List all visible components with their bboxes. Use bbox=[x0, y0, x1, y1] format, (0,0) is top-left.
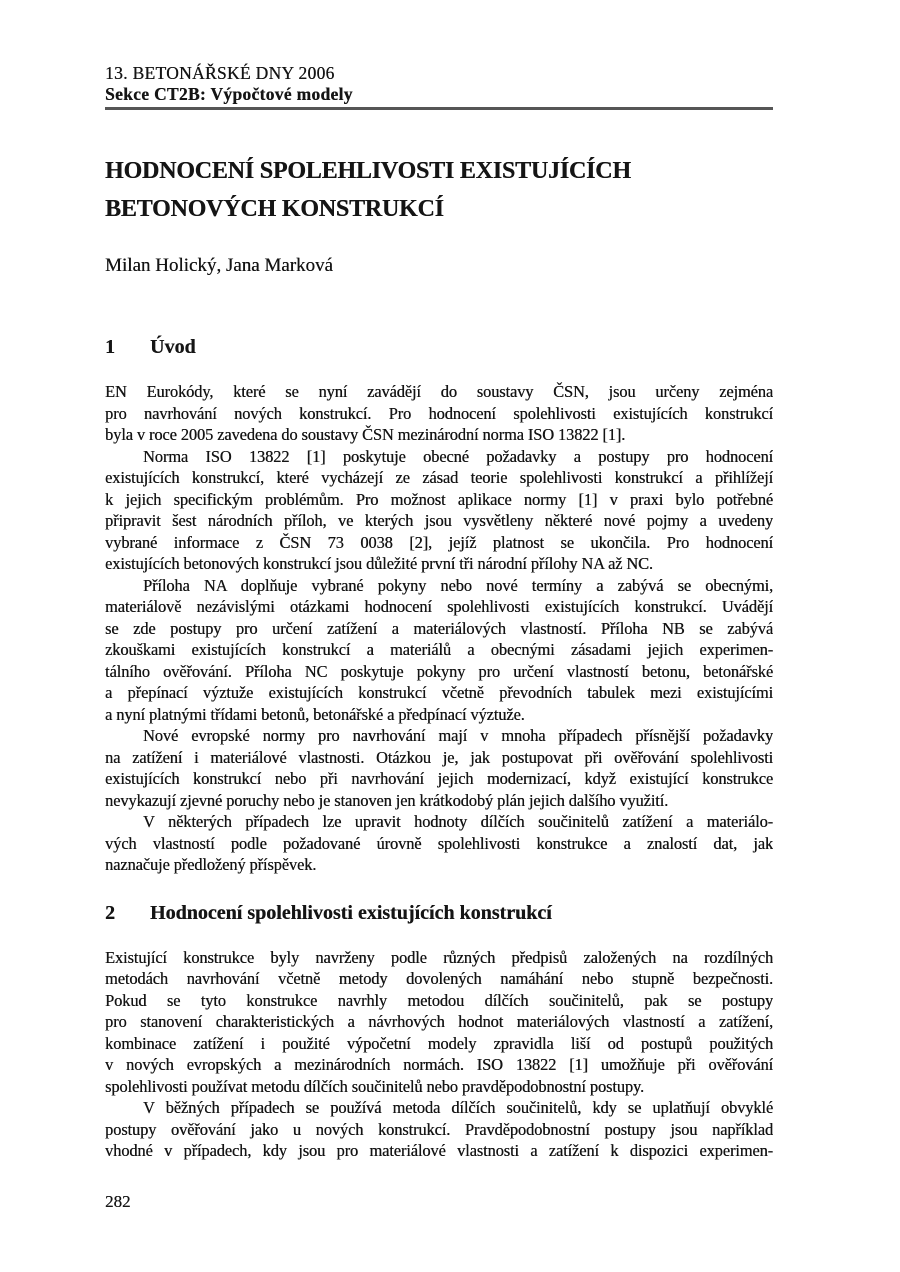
text-line: k jejich specifickým problémům. Pro možnost aplikace normy [1] v praxi bylo potřebné bbox=[105, 489, 773, 509]
paper-title-line1: HODNOCENÍ SPOLEHLIVOSTI EXISTUJÍCÍCH bbox=[105, 158, 631, 184]
section-title: Hodnocení spolehlivosti existujících konstrukcí bbox=[150, 901, 552, 924]
paragraph bbox=[105, 947, 773, 1098]
text-line: Nové evropské normy pro navrhování mají v mnoha případech přísnější požadavky bbox=[143, 726, 773, 745]
section-number: 2 bbox=[105, 901, 115, 924]
text-line: na zatížení i materiálové vlastnosti. Otázkou je, jak postupovat při ověřování spolehlivosti bbox=[105, 747, 773, 767]
running-header-section: Sekce CT2B: Výpočtové modely bbox=[105, 84, 353, 104]
paragraph bbox=[105, 575, 773, 726]
text-line: se zde postupy pro určení zatížení a materiálových vlastností. Příloha NB se zabývá bbox=[105, 618, 773, 638]
text-line: postupy ověřování jako u nových konstrukcí. Pravděpodobnostní postupy jsou například bbox=[105, 1119, 773, 1139]
section-heading bbox=[105, 900, 773, 926]
text-line: nevykazují zjevné poruchy nebo je stanoven jen krátkodobý plán jejich dalšího využití. bbox=[105, 790, 669, 810]
text-line: vých vlastností podle požadované úrovně spolehlivosti konstrukce a znalostí dat, jak bbox=[105, 833, 773, 853]
text-line: Existující konstrukce byly navrženy podle různých předpisů založených na rozdílných bbox=[105, 947, 773, 967]
section-number: 1 bbox=[105, 336, 115, 358]
text-line: Příloha NA doplňuje vybrané pokyny nebo nové termíny a zabývá se obecnými, bbox=[143, 575, 773, 595]
paragraph bbox=[105, 381, 773, 446]
text-line: kombinace zatížení i použité výpočetní modely zpravidla liší od postupů použitých bbox=[105, 1033, 773, 1053]
paragraph bbox=[105, 446, 773, 575]
section bbox=[105, 334, 773, 876]
text-line: metodách navrhování včetně metody dovolených namáhání nebo stupně bezpečnosti. bbox=[105, 969, 773, 988]
paper-title-line2: BETONOVÝCH KONSTRUKCÍ bbox=[105, 196, 444, 222]
text-line: vhodné v případech, kdy jsou pro materiálové vlastnosti a zatížení k dispozici experimen- bbox=[105, 1141, 773, 1160]
paragraph bbox=[105, 725, 773, 811]
text-line: pro stanovení charakteristických a návrhových hodnot materiálových vlastností a zatížení, bbox=[105, 1012, 773, 1031]
sections-container bbox=[105, 334, 773, 1162]
header-rule bbox=[105, 107, 773, 110]
page-number: 282 bbox=[105, 1191, 131, 1211]
text-line: naznačuje předložený příspěvek. bbox=[105, 855, 317, 874]
authors: Milan Holický, Jana Marková bbox=[105, 255, 333, 276]
text-line: a nyní platnými třídami betonů, betonářské a předpínací výztuže. bbox=[105, 704, 525, 724]
text-line: existujících konstrukcí, které vycházejí ze zásad teorie spolehlivosti konstrukcí a přihlížejí bbox=[105, 468, 773, 487]
text-line: V některých případech lze upravit hodnoty dílčích součinitelů zatížení a materiálo- bbox=[143, 812, 773, 831]
text-line: materiálově nezávislými otázkami hodnocení spolehlivosti existujících konstrukcí. Uvádějí bbox=[105, 597, 773, 616]
text-line: existujících konstrukcí nebo při navrhování jejich modernizací, když existující konstrukce bbox=[105, 769, 773, 788]
text-line: Norma ISO 13822 [1] poskytuje obecné požadavky a postupy pro hodnocení bbox=[143, 446, 773, 466]
text-line: pro navrhování nových konstrukcí. Pro hodnocení spolehlivosti existujících konstrukcí bbox=[105, 403, 773, 423]
running-header-conference: 13. BETONÁŘSKÉ DNY 2006 bbox=[105, 63, 335, 83]
text-line: vybrané informace z ČSN 73 0038 [2], jejíž platnost se ukončila. Pro hodnocení bbox=[105, 532, 773, 552]
text-line: tálního ověřování. Příloha NC poskytuje pokyny pro určení vlastností betonu, betonářské bbox=[105, 661, 773, 681]
text-line: Pokud se tyto konstrukce navrhly metodou dílčích součinitelů, pak se postupy bbox=[105, 990, 773, 1010]
section-heading bbox=[105, 334, 773, 360]
text-line: V běžných případech se používá metoda dílčích součinitelů, kdy se uplatňují obvyklé bbox=[143, 1098, 773, 1117]
text-line: existujících betonových konstrukcí jsou důležité první tři národní přílohy NA až NC. bbox=[105, 554, 653, 573]
text-line: spolehlivosti používat metodu dílčích součinitelů nebo pravděpodobnostní postupy. bbox=[105, 1076, 644, 1096]
text-line: připravit šest národních příloh, ve kterých jsou vysvětleny některé nové pojmy a uvedeny bbox=[105, 511, 773, 530]
section bbox=[105, 900, 773, 1162]
text-line: v nových evropských a mezinárodních normách. ISO 13822 [1] umožňuje při ověřování bbox=[105, 1055, 773, 1074]
page-content bbox=[105, 0, 773, 1213]
text-line: byla v roce 2005 zavedena do soustavy ČSN mezinárodní norma ISO 13822 [1]. bbox=[105, 425, 626, 444]
text-line: EN Eurokódy, které se nyní zavádějí do soustavy ČSN, jsou určeny zejména bbox=[105, 382, 773, 401]
text-line: a přepínací výztuže existujících konstrukcí včetně převodních tabulek mezi existujícími bbox=[105, 683, 773, 702]
section-title: Úvod bbox=[150, 336, 196, 358]
paper-title bbox=[105, 152, 773, 228]
text-line: zkouškami existujících konstrukcí a materiálů a obecnými zásadami jejich experimen- bbox=[105, 640, 773, 659]
paragraph bbox=[105, 811, 773, 876]
paragraph bbox=[105, 1097, 773, 1162]
